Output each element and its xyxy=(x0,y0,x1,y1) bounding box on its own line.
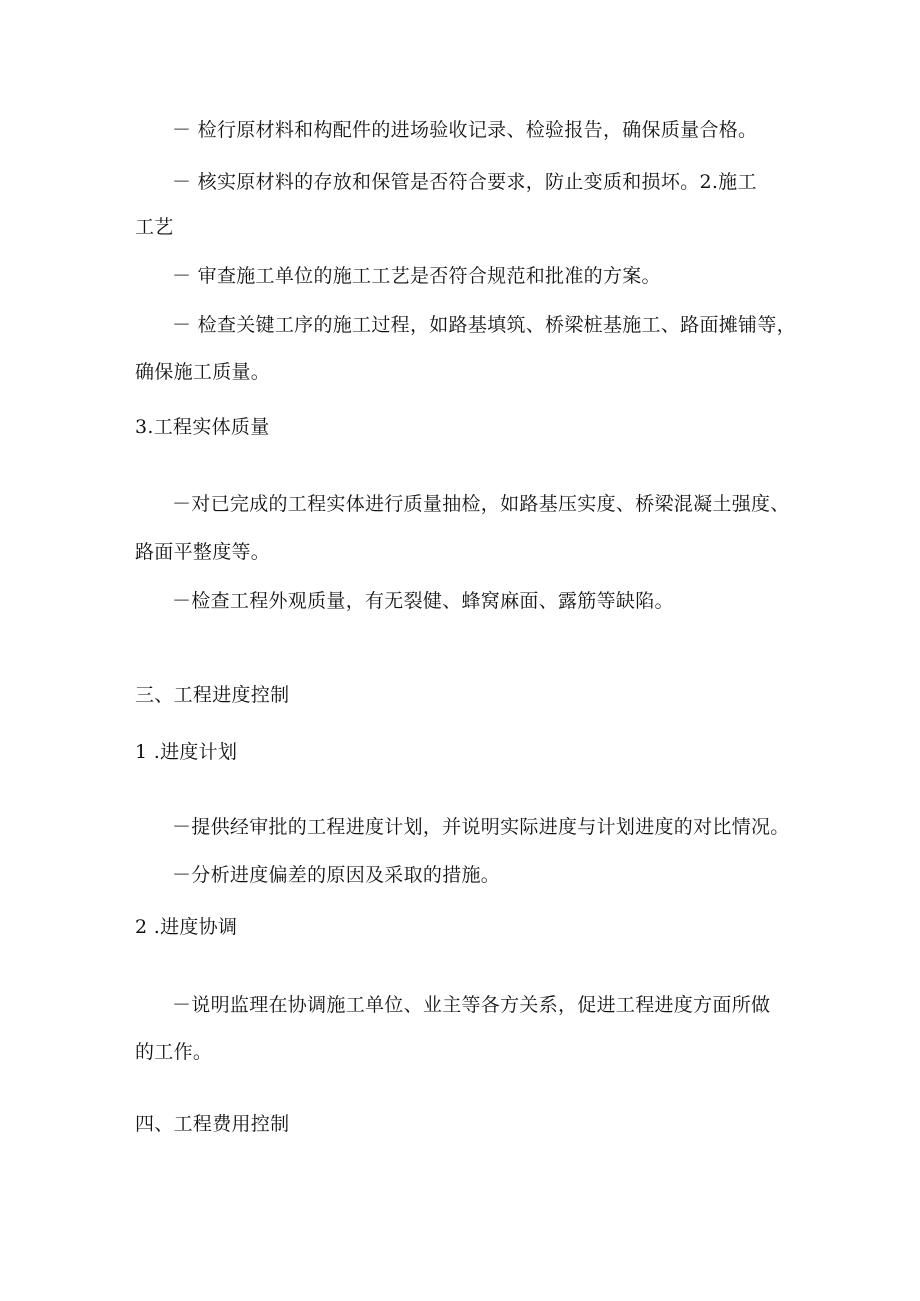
schedule-plan-heading: 1 .进度计划 xyxy=(135,741,238,763)
entity-sampling-item: －对已完成的工程实体进行质量抽检，如路基压实度、桥梁混凝土强度、 xyxy=(172,493,790,515)
key-process-check-item: － 检查关键工序的施工过程，如路基填筑、桥梁桩基施工、路面摊铺等， xyxy=(172,314,796,336)
section-heading-cost-control: 四、工程费用控制 xyxy=(135,1113,290,1135)
coordination-item: －说明监理在协调施工单位、业主等各方关系，促进工程进度方面所做 xyxy=(172,994,771,1016)
coordination-item-cont: 的工作。 xyxy=(135,1041,213,1063)
deviation-analysis-item: －分析进度偏差的原因及采取的措施。 xyxy=(172,864,501,886)
schedule-coordination-heading: 2 .进度协调 xyxy=(135,916,238,938)
key-process-check-item-cont: 确保施工质量。 xyxy=(135,361,271,383)
material-storage-item: － 核实原材料的存放和保管是否符合要求，防止变质和损坏。2.施工 xyxy=(172,171,757,193)
entity-quality-heading: 3.工程实体质量 xyxy=(135,416,270,438)
section-heading-schedule-control: 三、工程进度控制 xyxy=(135,684,290,706)
construction-process-heading-cont: 工艺 xyxy=(135,216,174,238)
appearance-check-item: －检查工程外观质量，有无裂健、蜂窝麻面、露筋等缺陷。 xyxy=(172,590,674,612)
entity-sampling-item-cont: 路面平整度等。 xyxy=(135,541,271,563)
material-inspection-item: － 检行原材料和构配件的进场验收记录、检验报告，确保质量合格。 xyxy=(172,119,758,141)
schedule-plan-item: －提供经审批的工程进度计划，并说明实际进度与计划进度的对比情况。 xyxy=(172,816,790,838)
process-review-item: － 审查施工单位的施工工艺是否符合规范和批准的方案。 xyxy=(172,265,661,287)
